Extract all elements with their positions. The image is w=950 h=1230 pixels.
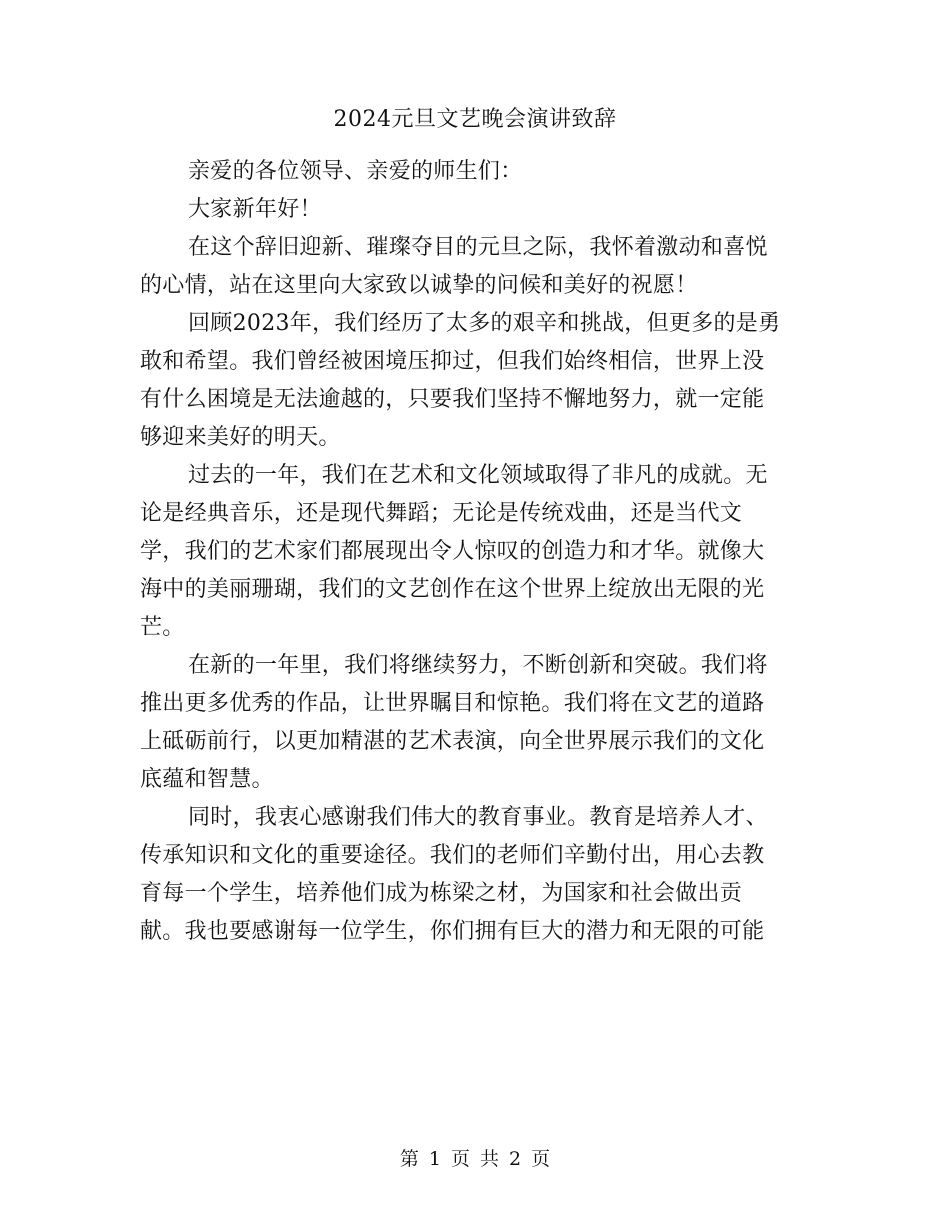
paragraph-line: 同时，我衷心感谢我们伟大的教育事业。教育是培养人才、 <box>188 805 768 830</box>
greeting-line: 大家新年好！ <box>188 197 322 222</box>
paragraph-line: 在新的一年里，我们将继续努力，不断创新和突破。我们将 <box>188 653 768 678</box>
paragraph-line: 育每一个学生，培养他们成为栋梁之材，为国家和社会做出贡 <box>140 881 743 906</box>
salutation-line: 亲爱的各位领导、亲爱的师生们： <box>188 159 523 184</box>
paragraph-line: 回顾2023年，我们经历了太多的艰辛和挑战，但更多的是勇 <box>188 311 781 336</box>
paragraph-line: 有什么困境是无法逾越的，只要我们坚持不懈地努力，就一定能 <box>140 387 765 412</box>
paragraph-line: 论是经典音乐，还是现代舞蹈；无论是传统戏曲，还是当代文 <box>140 501 743 526</box>
paragraph-line: 推出更多优秀的作品，让世界瞩目和惊艳。我们将在文艺的道路 <box>140 691 765 716</box>
paragraph-line: 芒。 <box>140 615 185 640</box>
paragraph-line: 底蕴和智慧。 <box>140 767 274 792</box>
document-body <box>140 153 805 951</box>
paragraph-line: 海中的美丽珊瑚，我们的文艺创作在这个世界上绽放出无限的光 <box>140 577 765 602</box>
paragraph-line: 敢和希望。我们曾经被困境压抑过，但我们始终相信，世界上没 <box>140 349 765 374</box>
paragraph-line: 献。我也要感谢每一位学生，你们拥有巨大的潜力和无限的可能 <box>140 919 765 944</box>
paragraph-line: 的心情，站在这里向大家致以诚挚的问候和美好的祝愿！ <box>140 273 698 298</box>
page-number-footer: 第 1 页 共 2 页 <box>399 1148 551 1170</box>
paragraph-line: 上砥砺前行，以更加精湛的艺术表演，向全世界展示我们的文化 <box>140 729 765 754</box>
paragraph-line: 传承知识和文化的重要途径。我们的老师们辛勤付出，用心去教 <box>140 843 765 868</box>
paragraph-line: 过去的一年，我们在艺术和文化领域取得了非凡的成就。无 <box>188 463 768 488</box>
document-title: 2024元旦文艺晚会演讲致辞 <box>333 107 617 132</box>
paragraph-line: 够迎来美好的明天。 <box>140 425 341 450</box>
paragraph-line: 在这个辞旧迎新、璀璨夺目的元旦之际，我怀着激动和喜悦 <box>188 235 768 260</box>
paragraph-line: 学，我们的艺术家们都展现出令人惊叹的创造力和才华。就像大 <box>140 539 765 564</box>
